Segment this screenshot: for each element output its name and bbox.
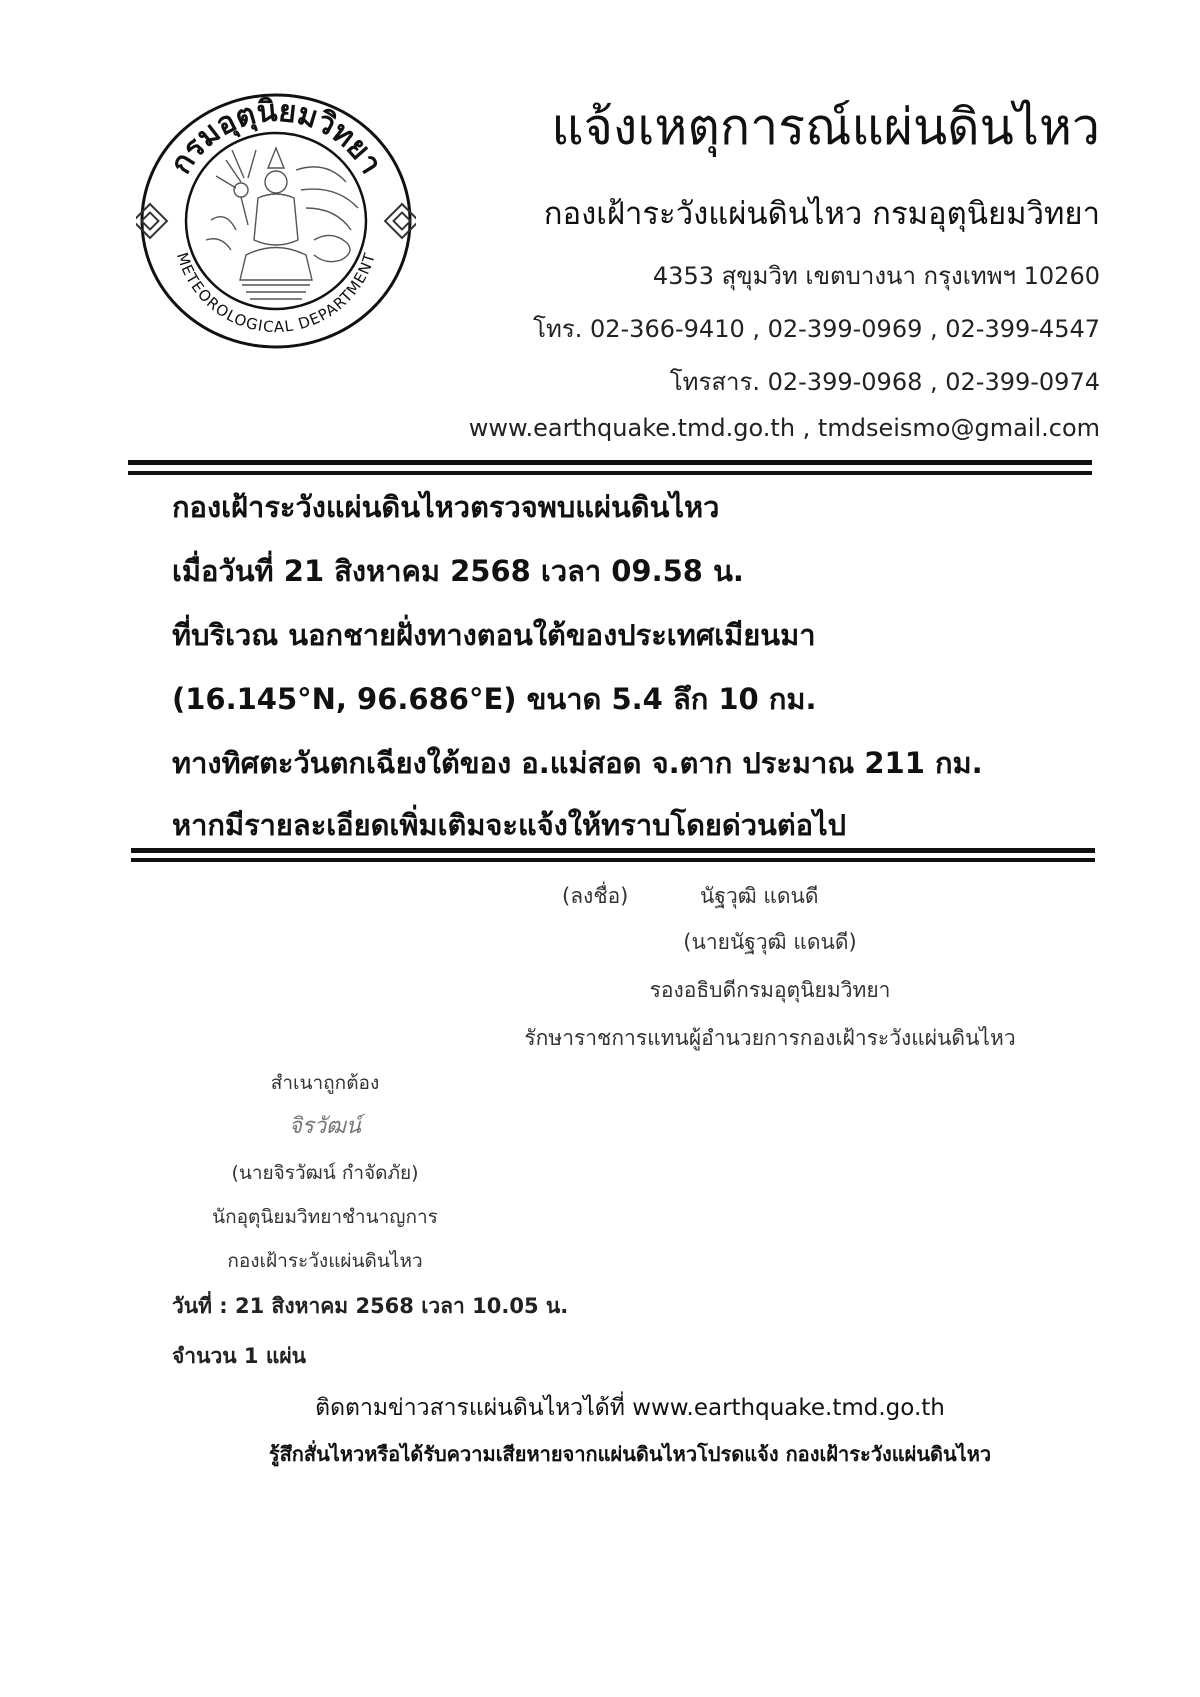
top-rule-thick xyxy=(128,460,1092,465)
signatory-position: รองอธิบดีกรมอุตุนิยมวิทยา xyxy=(649,978,891,1002)
issuing-division: กองเฝ้าระวังแผ่นดินไหว กรมอุตุนิยมวิทยา xyxy=(543,196,1100,232)
seal-emblem-icon xyxy=(136,90,416,352)
report-line-followup: หากมีรายละเอียดเพิ่มเติมจะแจ้งให้ทราบโดยด่วนต่อไป xyxy=(172,808,847,842)
website-and-email: www.earthquake.tmd.go.th , tmdseismo@gmail.com xyxy=(468,414,1100,442)
report-line-location: ที่บริเวณ นอกชายฝั่งทางตอนใต้ของประเทศเมียนมา xyxy=(172,618,816,652)
footer-follow-news: ติดตามข่าวสารแผ่นดินไหวได้ที่ www.earthquake.tmd.go.th xyxy=(315,1395,945,1421)
signatory-full-name: (นายนัฐวุฒิ แดนดี) xyxy=(683,930,857,954)
report-line-coordinates-magnitude: (16.145°N, 96.686°E) ขนาด 5.4 ลึก 10 กม. xyxy=(172,682,817,716)
page-count: จำนวน 1 แผ่น xyxy=(172,1344,307,1368)
footer-report-instructions: รู้สึกสั่นไหวหรือได้รับความเสียหายจากแผ่นดินไหวโปรดแจ้ง กองเฝ้าระวังแผ่นดินไหว xyxy=(268,1442,992,1466)
top-rule-thin xyxy=(128,471,1092,475)
address: 4353 สุขุมวิท เขตบางนา กรุงเทพฯ 10260 xyxy=(652,262,1100,290)
fax-numbers: โทรสาร. 02-399-0968 , 02-399-0974 xyxy=(669,368,1100,396)
signatory-acting-as: รักษาราชการแทนผู้อำนวยการกองเฝ้าระวังแผ่นดินไหว xyxy=(524,1026,1016,1050)
svg-text:กรมอุตุนิยมวิทยา: กรมอุตุนิยมวิทยา xyxy=(163,93,389,181)
sign-label: (ลงชื่อ) xyxy=(562,884,629,908)
meteorological-department-seal xyxy=(136,90,416,352)
svg-text:METEOROLOGICAL DEPARTMENT: METEOROLOGICAL DEPARTMENT xyxy=(172,250,379,337)
certified-copy-label: สำเนาถูกต้อง xyxy=(270,1072,380,1094)
certifier-position: นักอุตุนิยมวิทยาชำนาญการ xyxy=(212,1206,438,1228)
issue-date: วันที่ : 21 สิงหาคม 2568 เวลา 10.05 น. xyxy=(172,1294,569,1318)
report-line-datetime: เมื่อวันที่ 21 สิงหาคม 2568 เวลา 09.58 น. xyxy=(172,554,744,588)
certifier-division: กองเฝ้าระวังแผ่นดินไหว xyxy=(227,1250,423,1272)
document-title: แจ้งเหตุการณ์แผ่นดินไหว xyxy=(551,98,1100,156)
phone-numbers: โทร. 02-366-9410 , 02-399-0969 , 02-399-4547 xyxy=(533,315,1100,343)
certifier-name: (นายจิรวัฒน์ กำจัดภัย) xyxy=(231,1162,419,1184)
bottom-rule-thin xyxy=(131,858,1095,862)
signed-name: นัฐวุฒิ แดนดี xyxy=(700,884,819,908)
bottom-rule-thick xyxy=(131,848,1095,853)
report-line-distance: ทางทิศตะวันตกเฉียงใต้ของ อ.แม่สอด จ.ตาก ประมาณ 211 กม. xyxy=(172,746,983,780)
report-line-detected: กองเฝ้าระวังแผ่นดินไหวตรวจพบแผ่นดินไหว xyxy=(172,490,720,524)
handwritten-signature: จิรวัฒน์ xyxy=(289,1114,361,1139)
